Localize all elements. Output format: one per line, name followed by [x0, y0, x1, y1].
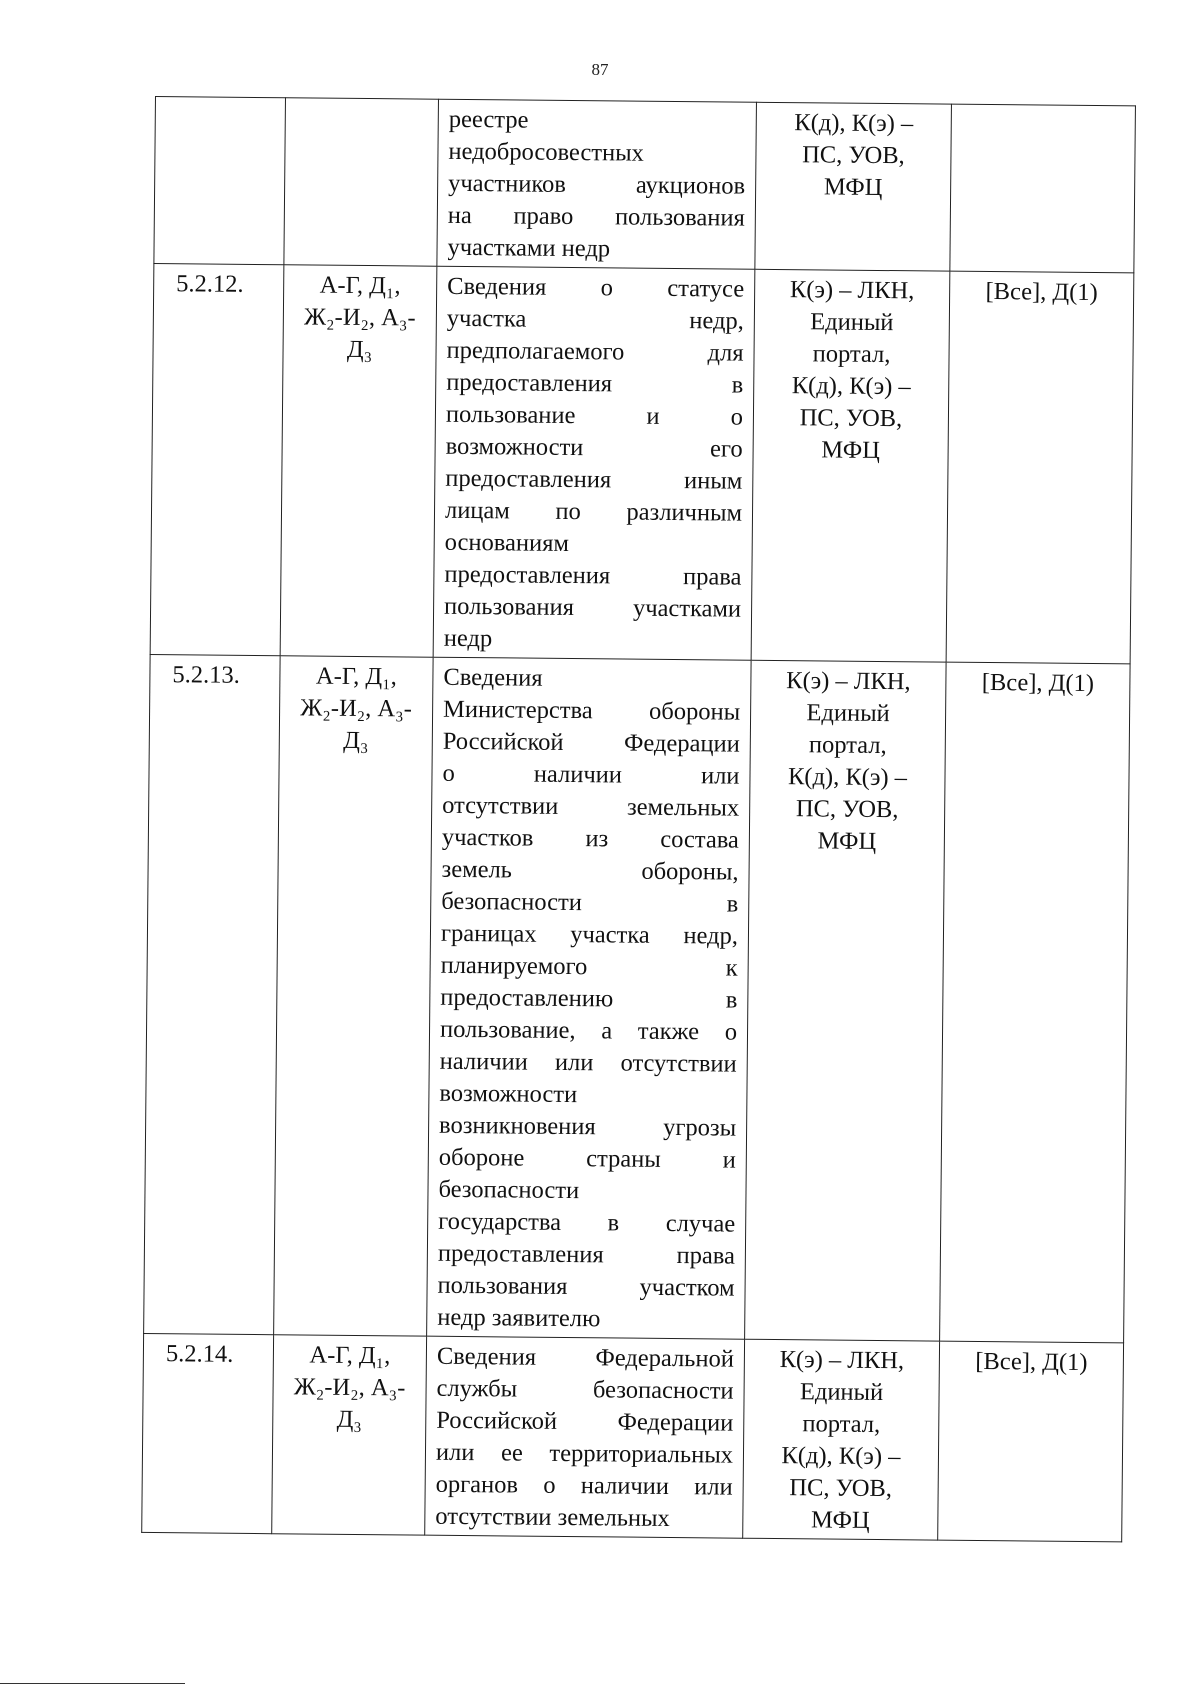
options-value: [Все], Д(1) [985, 277, 1098, 307]
channels-line: ПС, УОВ, [799, 404, 903, 433]
applicant-categories-cell [284, 98, 439, 266]
applicant-categories-line: Д₃ [336, 1405, 363, 1434]
description-line: безопасности [438, 1175, 580, 1205]
applicant-categories-line: А-Г, Д₁, [319, 271, 401, 300]
description-line: недр заявителю [437, 1303, 601, 1333]
channels-line: К(д), К(э) – [794, 109, 914, 138]
table-body [142, 97, 1136, 1542]
channels-line: МФЦ [817, 827, 877, 855]
description-line: отсутствии земельных [442, 791, 740, 822]
description-line: Российской Федерации [442, 727, 740, 758]
applicant-categories-line: Ж₂-И₂, А₃- [293, 1373, 406, 1402]
description-line: службы безопасности [436, 1374, 734, 1405]
description-line: границах участка недр, [440, 919, 739, 950]
table-row [150, 263, 1134, 663]
applicant-categories-line: А-Г, Д₁, [315, 662, 398, 691]
options-cell [938, 1341, 1124, 1542]
item-number-cell [144, 654, 281, 1334]
description-line: на право пользования [447, 201, 745, 232]
options-value: [Все], Д(1) [975, 1347, 1088, 1377]
description-line: обороне страны и [438, 1143, 736, 1174]
description-cell [433, 266, 755, 660]
channels-line: К(э) – ЛКН, [789, 276, 915, 305]
description-line: предоставления права [444, 560, 742, 591]
options-cell [950, 104, 1136, 273]
description-cell [425, 1336, 745, 1538]
description-line: отсутствии земельных [435, 1502, 670, 1533]
description-line: наличии или отсутствии [439, 1047, 737, 1078]
channels-cell [743, 1339, 940, 1540]
description-line: участников аукционов [448, 169, 746, 200]
description-line: о наличии или [442, 759, 740, 790]
description-line: предоставлению в [440, 983, 738, 1014]
description-line: пользования участком [437, 1271, 735, 1302]
description-line: возможности [439, 1079, 578, 1109]
options-cell [940, 662, 1131, 1343]
applicant-categories-cell [274, 656, 434, 1336]
table-row [142, 1333, 1124, 1541]
item-number: 5.2.13. [172, 661, 240, 689]
services-table [141, 96, 1136, 1542]
applicant-categories-line: А-Г, Д₁, [309, 1341, 391, 1370]
item-number-cell [142, 1333, 274, 1533]
applicant-categories-cell [280, 265, 437, 657]
description-line: Сведения о статусе [447, 272, 745, 303]
description-line: Сведения Федеральной [436, 1342, 735, 1373]
description-line: возможности его [445, 432, 743, 463]
description-line: органов о наличии или [435, 1470, 733, 1501]
channels-line: портал, [808, 731, 887, 760]
channels-line: Единый [810, 308, 894, 337]
item-number: 5.2.12. [176, 270, 244, 298]
channels-line: К(э) – ЛКН, [786, 667, 911, 696]
description-line: участков из состава [441, 823, 740, 854]
channels-cell [751, 269, 950, 662]
channels-line: Единый [806, 699, 890, 728]
channels-line: ПС, УОВ, [795, 795, 899, 824]
description-line: или ее территориальных [435, 1438, 734, 1469]
applicant-categories-line: Ж₂-И₂, А₃- [303, 303, 416, 332]
description-line: основаниям [444, 528, 570, 557]
channels-line: портал, [812, 340, 891, 369]
table-row [144, 654, 1130, 1342]
description-line: Сведения [443, 663, 543, 692]
description-line: пользования участками [443, 592, 742, 623]
channels-line: К(э) – ЛКН, [779, 1346, 905, 1375]
description-line: пользование, а также о [439, 1015, 738, 1046]
applicant-categories-line: Д₃ [343, 726, 369, 755]
channels-line: МФЦ [823, 173, 883, 201]
channels-line: ПС, УОВ, [802, 141, 905, 170]
description-line: реестре [448, 105, 529, 134]
item-number: 5.2.14. [165, 1340, 234, 1368]
description-line: предоставления в [446, 368, 744, 399]
description-line: предоставления иным [445, 464, 743, 495]
description-line: предоставления права [437, 1239, 736, 1270]
item-number-cell [150, 263, 284, 655]
options-value: [Все], Д(1) [981, 668, 1095, 698]
description-line: недр [443, 624, 493, 653]
description-line: земель обороны, [441, 855, 739, 886]
description-line: предполагаемого для [446, 336, 744, 367]
description-line: планируемого к [440, 951, 738, 982]
footnote-rule [0, 1683, 185, 1684]
channels-line: К(д), К(э) – [787, 763, 908, 792]
page-number: 87 [591, 60, 609, 79]
description-line: пользование и о [445, 400, 744, 431]
description-line: недобросовестных [448, 137, 644, 167]
channels-line: К(д), К(э) – [791, 372, 911, 401]
channels-line: МФЦ [810, 1506, 870, 1534]
table-row [154, 97, 1136, 273]
applicant-categories-cell [272, 1335, 427, 1535]
channels-cell [755, 102, 952, 271]
description-cell [427, 657, 752, 1339]
channels-line: К(д), К(э) – [781, 1442, 901, 1471]
description-line: Министерства обороны [442, 695, 741, 726]
description-line: государства в случае [438, 1207, 736, 1238]
description-line: участками недр [447, 233, 611, 263]
channels-cell [745, 660, 947, 1341]
item-number-cell [154, 97, 286, 265]
description-line: участка недр, [446, 304, 744, 335]
description-line: безопасности в [441, 887, 739, 918]
channels-line: портал, [802, 1410, 881, 1439]
applicant-categories-line: Ж₂-И₂, А₃- [300, 694, 413, 723]
description-line: Российской Федерации [436, 1406, 734, 1437]
description-cell [437, 99, 757, 269]
description-line: возникновения угрозы [439, 1111, 737, 1142]
applicant-categories-line: Д₃ [346, 335, 373, 364]
channels-line: ПС, УОВ, [789, 1474, 893, 1503]
channels-line: МФЦ [821, 436, 881, 464]
options-cell [946, 271, 1134, 664]
channels-line: Единый [799, 1378, 884, 1407]
description-line: лицам по различным [444, 496, 743, 527]
